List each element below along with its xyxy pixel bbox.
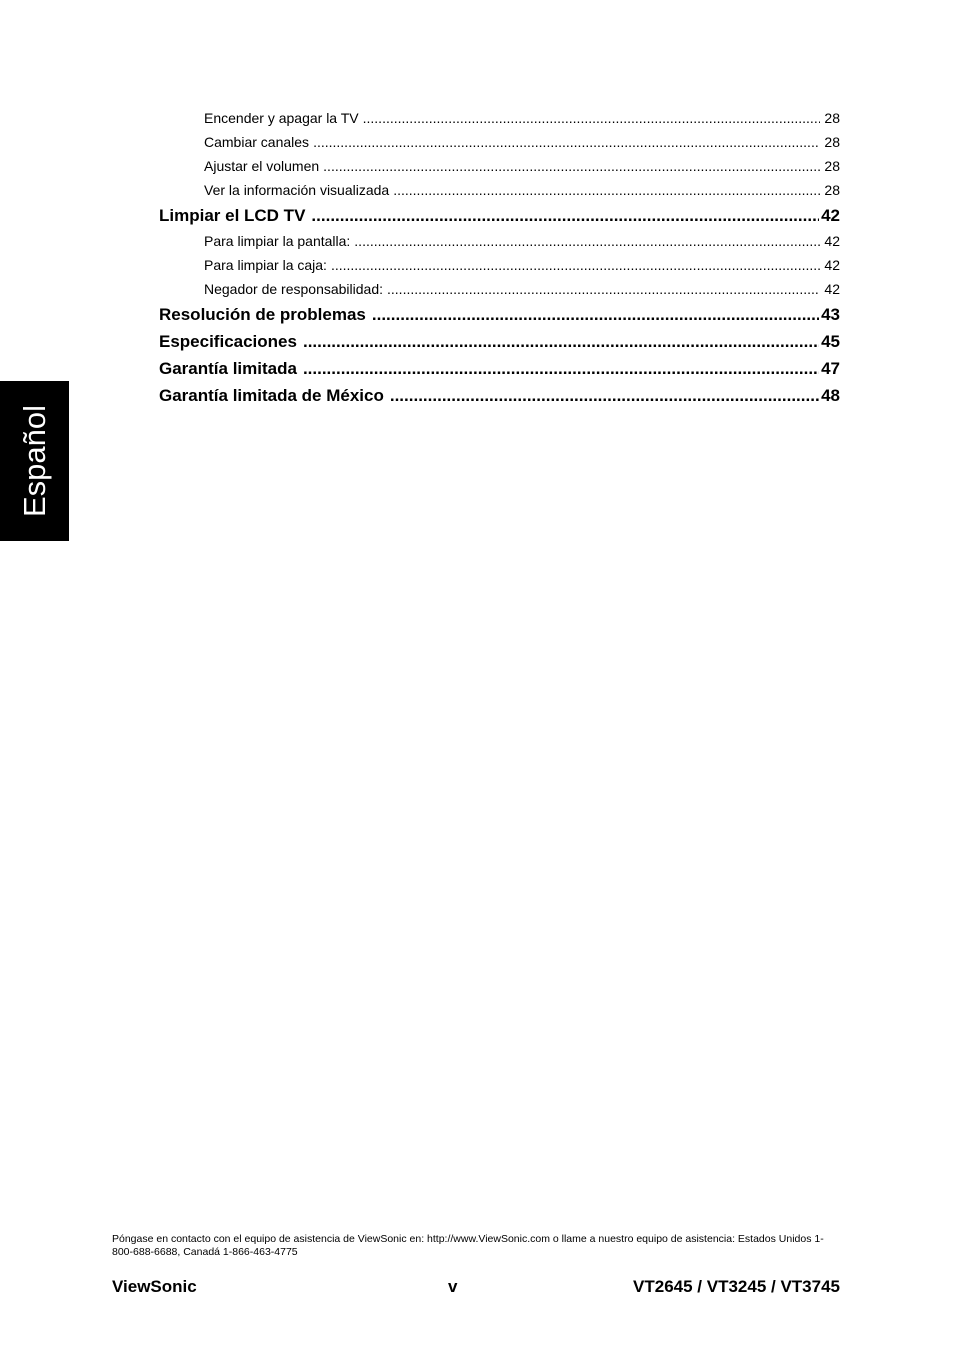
toc-dot-leader	[354, 229, 820, 253]
toc-entry-title: Para limpiar la caja:	[204, 257, 327, 273]
toc-dot-leader	[363, 106, 821, 130]
language-side-tab	[0, 381, 69, 541]
toc-entry-page: 28	[824, 110, 840, 126]
toc-entry-title: Para limpiar la pantalla:	[204, 233, 351, 249]
toc-entry[interactable]	[159, 229, 840, 253]
page-number: v	[448, 1277, 458, 1296]
toc-entry[interactable]	[159, 154, 840, 178]
toc-section[interactable]	[159, 202, 840, 229]
toc-dot-leader	[372, 301, 819, 328]
toc-entry-page: 28	[824, 158, 840, 174]
toc-entry-title: Ajustar el volumen	[204, 158, 320, 174]
toc-entry[interactable]	[159, 253, 840, 277]
toc-section[interactable]	[159, 328, 840, 355]
toc-entry[interactable]	[159, 277, 840, 301]
toc-section-page: 48	[821, 386, 840, 405]
toc-entry-page: 42	[824, 281, 840, 297]
toc-dot-leader	[311, 202, 819, 229]
page-footer	[112, 1277, 840, 1299]
toc-entry[interactable]	[159, 106, 840, 130]
toc-entry-title: Encender y apagar la TV	[204, 110, 359, 126]
toc-section-title: Limpiar el LCD TV	[159, 206, 306, 225]
toc-section[interactable]	[159, 382, 840, 409]
toc-entry[interactable]	[159, 178, 840, 202]
model-numbers: VT2645 / VT3245 / VT3745	[633, 1277, 840, 1296]
toc-dot-leader	[393, 178, 820, 202]
toc-dot-leader	[387, 277, 820, 301]
table-of-contents	[159, 106, 840, 409]
toc-dot-leader	[303, 355, 819, 382]
toc-section[interactable]	[159, 355, 840, 382]
toc-entry-title: Cambiar canales	[204, 134, 310, 150]
toc-section-title: Garantía limitada de México	[159, 386, 384, 405]
toc-dot-leader	[323, 154, 820, 178]
toc-section-page: 45	[821, 332, 840, 351]
support-contact-note: Póngase en contacto con el equipo de asistencia de ViewSonic en: http://www.ViewSonic.com o llame a nuestro equipo de asistencia: Estados Unidos 1-800-688-6688, Canadá 1-866-463-4775	[112, 1233, 824, 1258]
toc-dot-leader	[303, 328, 819, 355]
toc-entry-page: 28	[824, 182, 840, 198]
toc-section-title: Garantía limitada	[159, 359, 297, 378]
toc-entry-title: Ver la información visualizada	[204, 182, 390, 198]
toc-dot-leader	[390, 382, 819, 409]
toc-section-title: Especificaciones	[159, 332, 297, 351]
toc-section-page: 47	[821, 359, 840, 378]
toc-section-page: 42	[821, 206, 840, 225]
toc-entry-page: 28	[824, 134, 840, 150]
toc-section-title: Resolución de problemas	[159, 305, 366, 324]
toc-entry[interactable]	[159, 130, 840, 154]
language-tab-label: Español	[16, 404, 52, 518]
toc-section-page: 43	[821, 305, 840, 324]
toc-entry-page: 42	[824, 233, 840, 249]
toc-dot-leader	[313, 130, 820, 154]
toc-entry-page: 42	[824, 257, 840, 273]
toc-section[interactable]	[159, 301, 840, 328]
toc-entry-title: Negador de responsabilidad:	[204, 281, 384, 297]
toc-dot-leader	[331, 253, 820, 277]
brand-name: ViewSonic	[112, 1277, 197, 1296]
